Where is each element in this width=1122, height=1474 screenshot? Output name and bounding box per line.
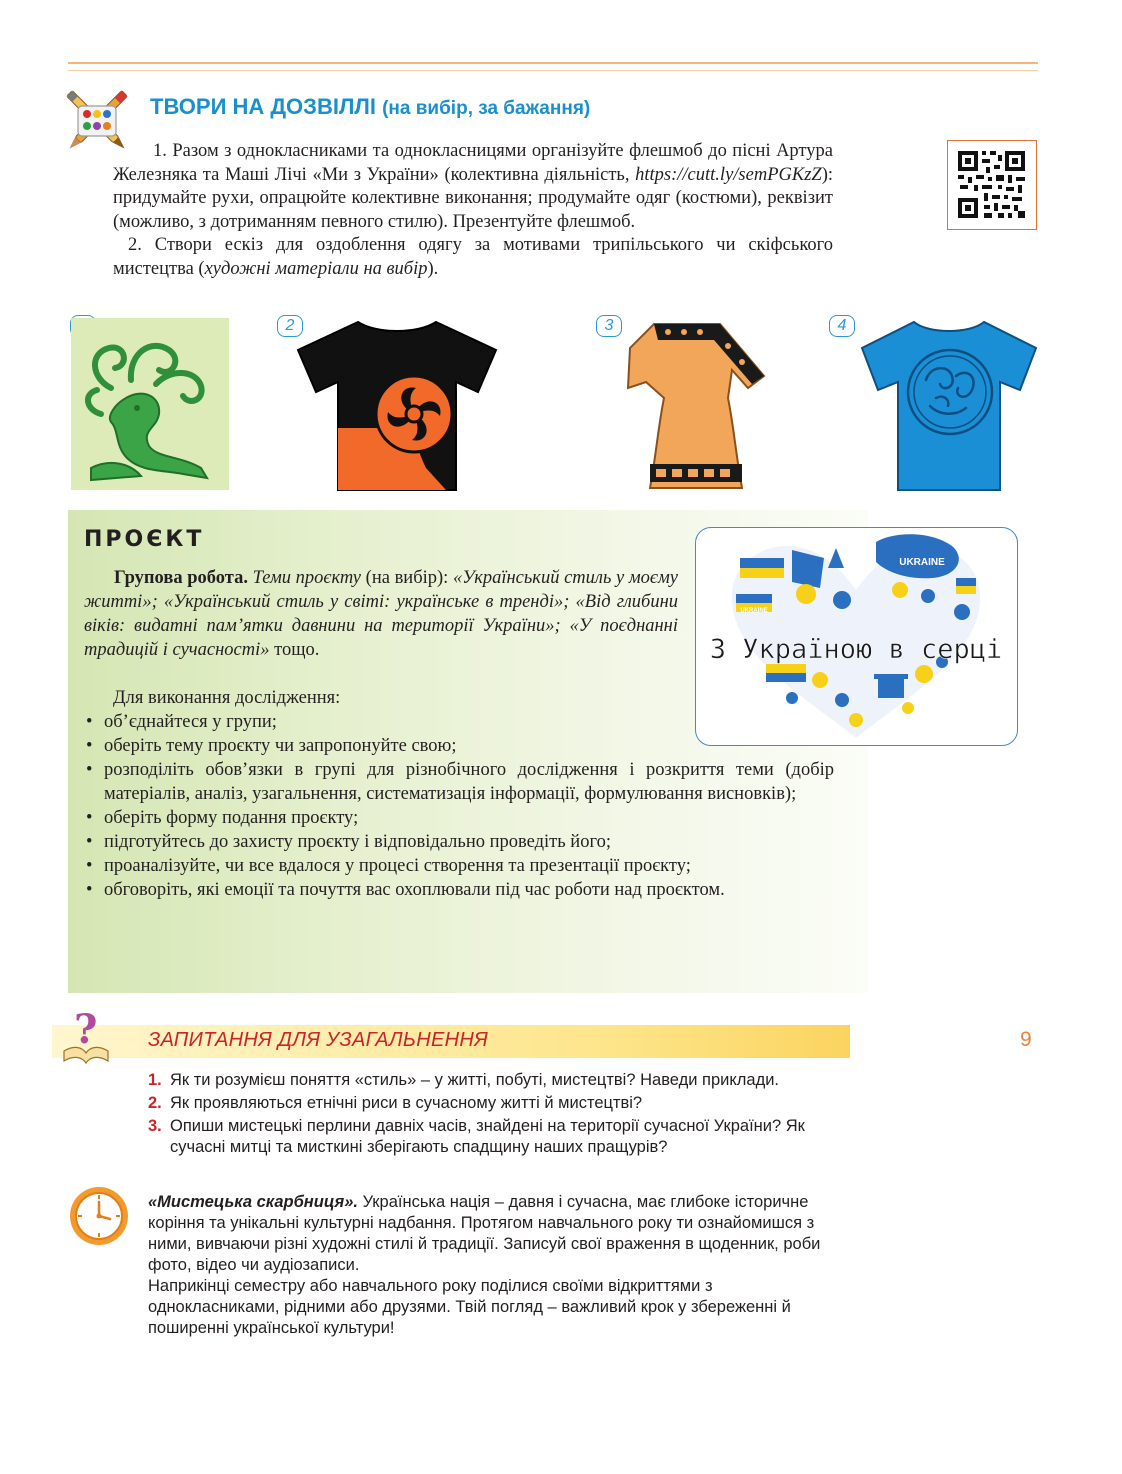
poster-label-small: UKRAINE: [740, 608, 768, 614]
list-item: • об’єднайтеся у групи;: [84, 710, 694, 734]
poster-caption: З Україною в серці: [709, 634, 1003, 665]
project-title: ПРОЄКТ: [84, 527, 205, 552]
list-item: [148, 1093, 834, 1114]
project-topics: «Український стиль у моєму житті»; «Український стиль у світі: українське в тренді»; «Від глибини віків: видатні пам’ятки давнини на території України»; «У поєднанні традицій і сучасності»: [84, 568, 679, 660]
questions-list: [148, 1070, 834, 1160]
question-book-icon: [60, 1005, 112, 1065]
question-text: Як проявляються етнічні риси в сучасному житті й мистецтві?: [170, 1094, 643, 1112]
list-item: • підготуйтесь до захисту проєкту і відповідально проведіть його;: [84, 830, 834, 854]
qr-code-icon: [948, 141, 1035, 228]
leisure-section-title: [150, 94, 590, 120]
question-text: Як ти розумієш поняття «стиль» – у житті, побуті, мистецтві? Наведи приклади.: [170, 1071, 779, 1089]
treasury-paragraph-2: Наприкінці семестру або навчального року поділися своїми відкриттями з однокласниками, рідними або друзями. Твій погляд – важливий крок у збереженні й поширенні української культури!: [148, 1277, 791, 1337]
art-treasury-text: [148, 1192, 834, 1339]
ukraine-heart-graphic: [696, 528, 1017, 745]
question-number: 1.: [148, 1071, 162, 1089]
list-item: • оберіть форму подання проєкту;: [84, 806, 834, 830]
list-item: • розподіліть обов’язки в групі для різнобічного дослідження і розкриття теми (добір матеріалів, аналіз, узагальнення, систематизація інформації, формулювання висновків);: [84, 758, 834, 806]
treasury-paragraph-1: [148, 1192, 834, 1276]
task2-italic: художні матеріали на вибір: [204, 258, 428, 279]
top-rule: [68, 62, 1038, 64]
project-intro: [84, 566, 678, 662]
blue-tshirt-illustration: [860, 318, 1038, 492]
list-item: • оберіть тему проєкту чи запропонуйте свою;: [84, 734, 694, 758]
black-tshirt-illustration: [296, 318, 498, 492]
illustration-number-3: 3: [596, 315, 622, 337]
poster-label-ukraine: UKRAINE: [899, 557, 945, 568]
question-text: Опиши мистецькі перлини давніх часів, знайдені на території сучасної України? Як сучасні митці та мисткині зберігають спадщину наших пращурів?: [170, 1117, 805, 1156]
project-steps-lead: Для виконання дослідження:: [113, 688, 341, 708]
top-rule-thin: [68, 70, 1038, 71]
list-item: [148, 1116, 834, 1158]
task1-link[interactable]: https://cutt.ly/semPGKzZ: [635, 164, 822, 185]
project-lead-choice: (на вибір):: [365, 568, 449, 588]
question-number: 3.: [148, 1117, 162, 1135]
scythian-deer-illustration: [71, 318, 229, 490]
ukraine-heart-poster: [695, 527, 1018, 746]
qr-code[interactable]: [947, 140, 1037, 230]
leisure-task-1: [113, 140, 833, 234]
treasury-text-1: Українська нація – давня і сучасна, має глибоке історичне коріння та унікальні культурні надбання. Протягом навчального року ти ознайомишся з ними, вивчаючи різні художні стилі й традиції. Записуй свої враження в щоденник, роби фото, відео чи аудіозаписи.: [148, 1193, 821, 1274]
svg-text:?: ?: [74, 1006, 98, 1053]
leisure-title-sub: (на вибір, за бажання): [382, 98, 591, 119]
project-lead-bold: Групова робота.: [114, 568, 248, 588]
task2-text-b: ).: [427, 258, 439, 279]
orange-blouse-illustration: [624, 318, 772, 492]
list-item: • обговоріть, які емоції та почуття вас охоплювали під час роботи над проєктом.: [84, 878, 834, 902]
illustration-number-4: 4: [829, 315, 855, 337]
treasury-lead: «Мистецька скарбниця».: [148, 1193, 358, 1211]
clock-icon: [68, 1185, 130, 1247]
list-item: • проаналізуйте, чи все вдалося у процесі створення та презентації проєкту;: [84, 854, 834, 878]
task2-text-a: 2. Створи ескіз для оздоблення одягу за мотивами трипільського чи скіфського мистецтва (: [113, 235, 833, 279]
list-item: [148, 1070, 834, 1091]
illustration-number-2: 2: [277, 315, 303, 337]
leisure-task-2: [113, 234, 833, 281]
task1-text-a: 1. Разом з однокласниками та однокласницями організуйте флешмоб до пісні Артура Железняка та Маші Лічі «Ми з України» (колективна діяльність,: [113, 141, 833, 185]
question-number: 2.: [148, 1094, 162, 1112]
leisure-title-main: ТВОРИ НА ДОЗВІЛЛІ: [150, 94, 376, 119]
project-lead-italic: Теми проєкту: [252, 568, 362, 588]
page-number: 9: [1020, 1028, 1032, 1051]
leisure-tasks: [113, 140, 833, 281]
task1-text-b: ): придумайте рухи, опрацюйте колективне виконання; продумайте одяг (костюми), реквізит (можливо, з дотриманням певного стилю). Презентуйте флешмоб.: [113, 164, 833, 232]
questions-title: ЗАПИТАННЯ ДЛЯ УЗАГАЛЬНЕННЯ: [148, 1029, 489, 1051]
project-lead-end: тощо.: [274, 640, 320, 660]
